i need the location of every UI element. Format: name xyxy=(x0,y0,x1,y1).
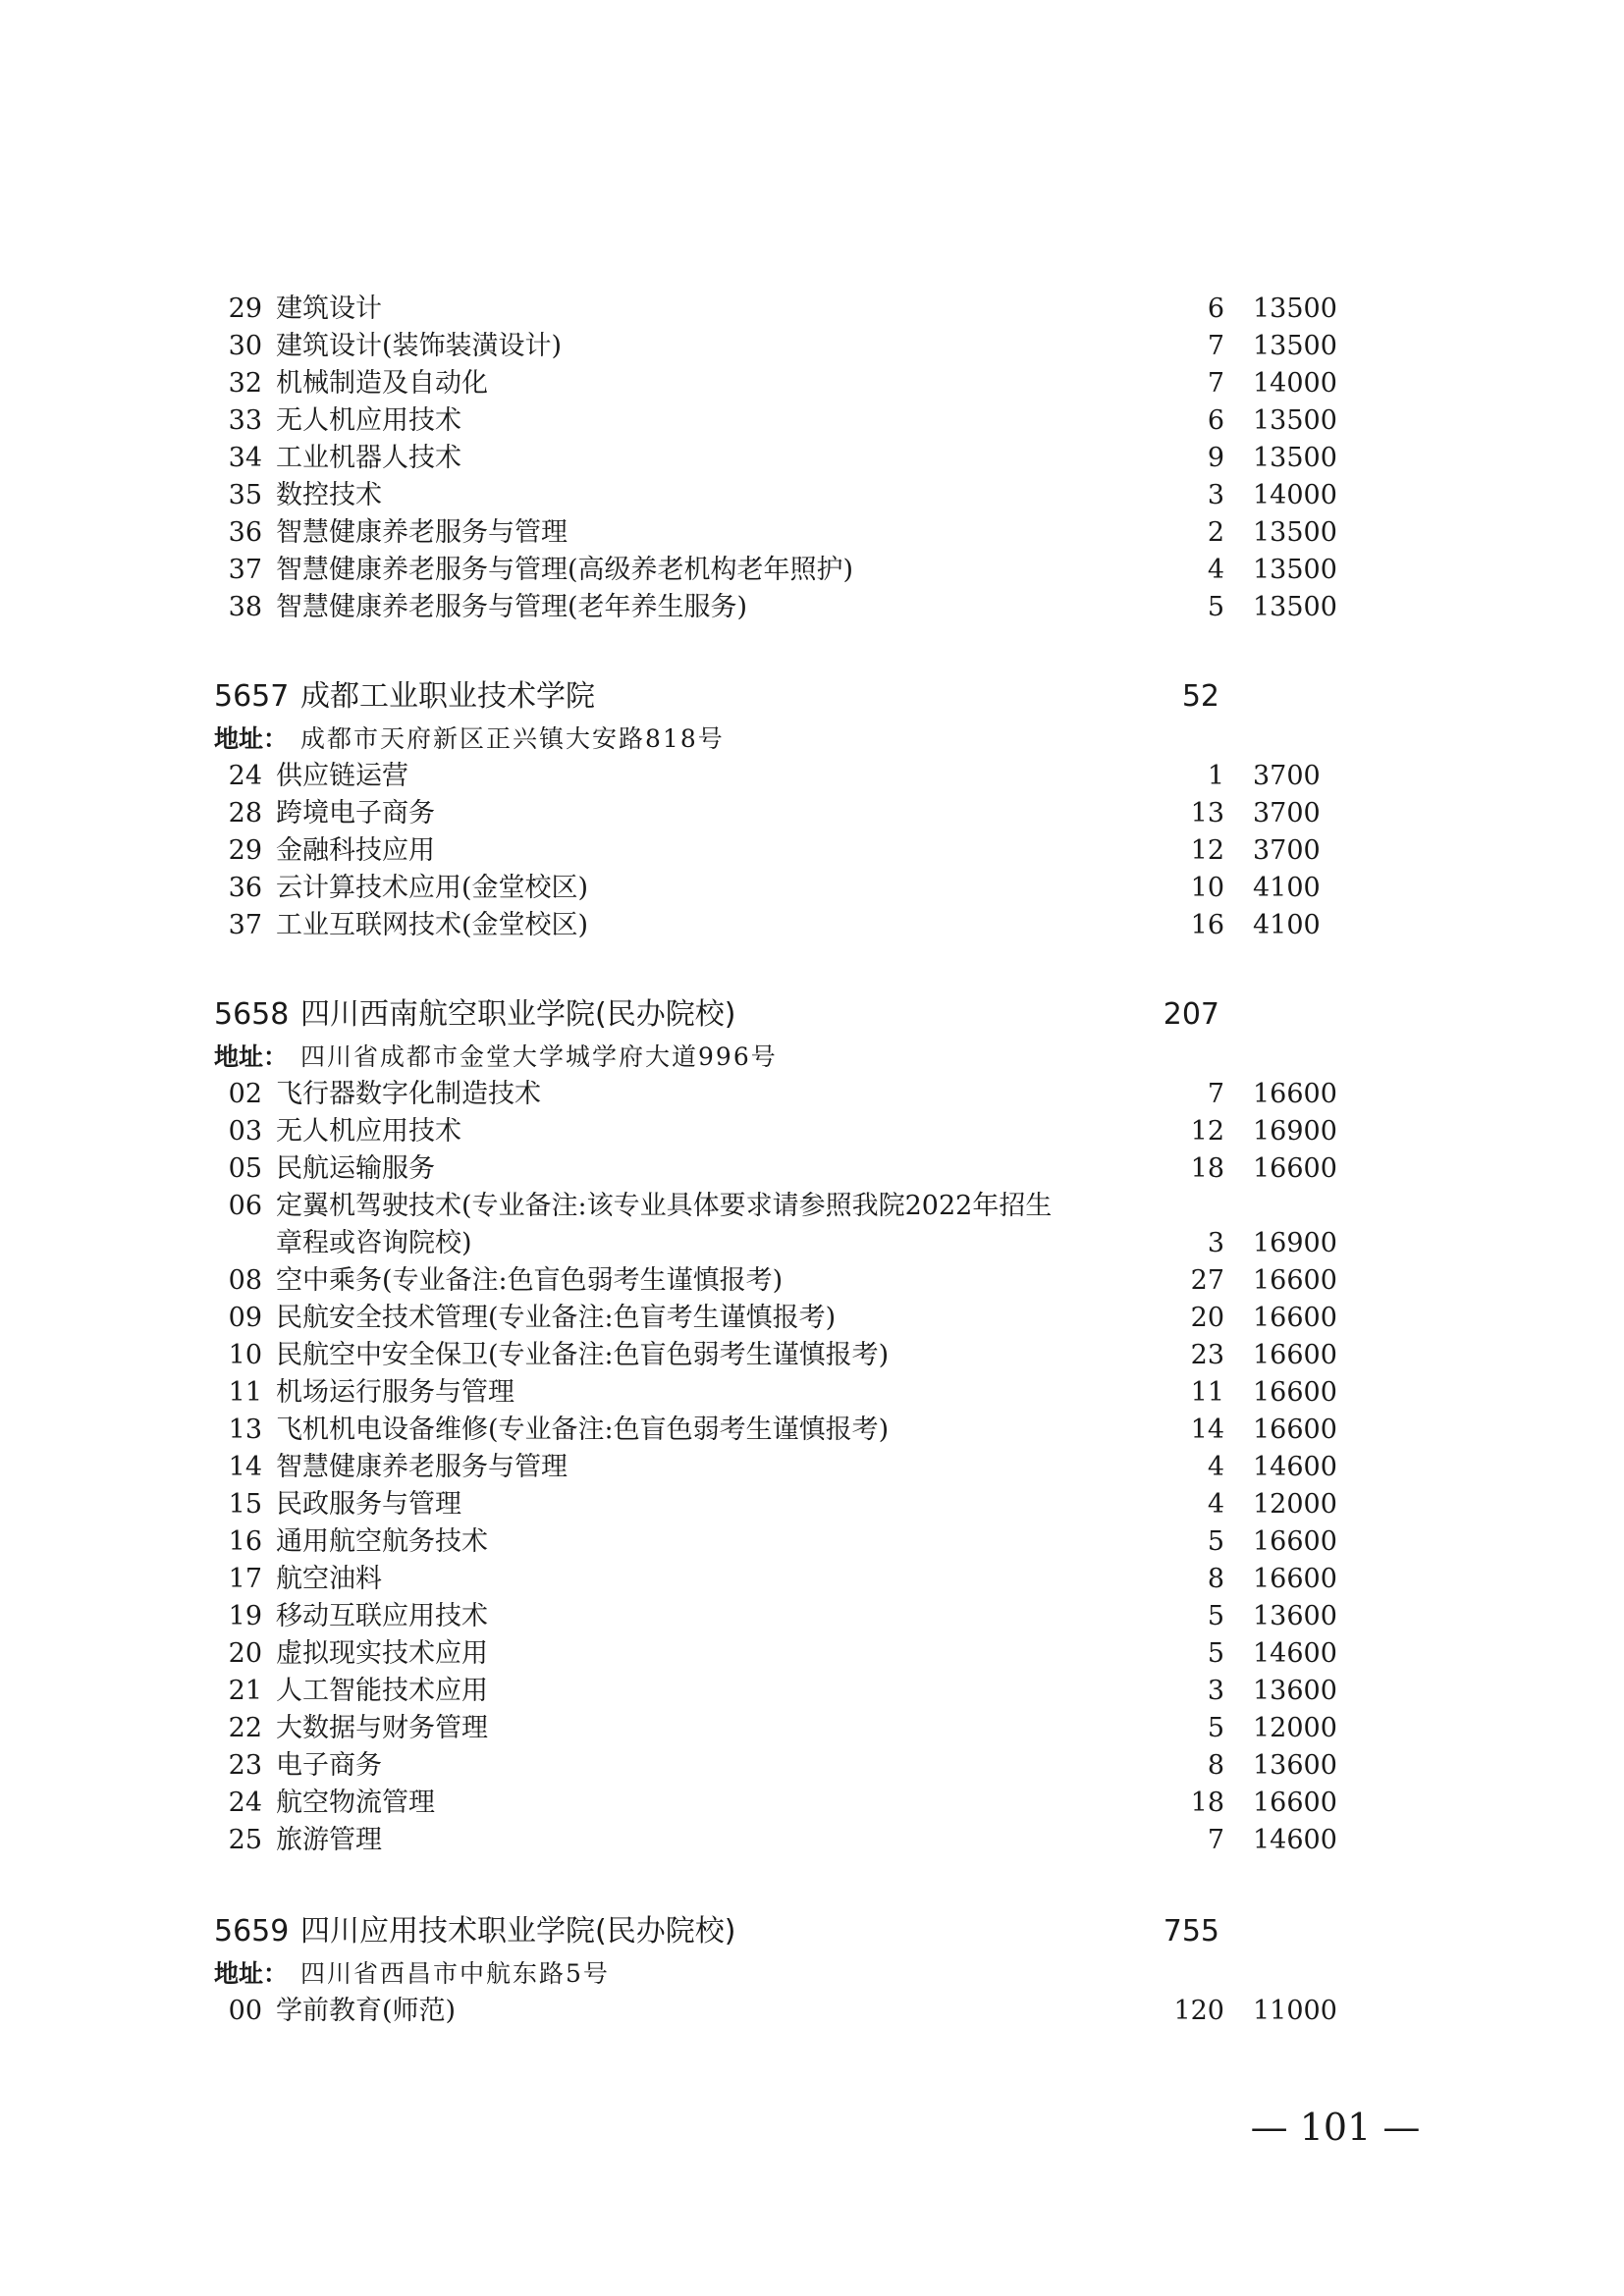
tuition-fee: 13500 xyxy=(1253,405,1337,436)
tuition-fee: 14600 xyxy=(1253,1638,1337,1669)
tuition-fee: 16600 xyxy=(1253,1153,1337,1184)
school-address xyxy=(0,1039,1624,1076)
enrollment-count: 13 xyxy=(1190,798,1224,828)
program-code: 32 xyxy=(228,368,262,399)
program-name: 飞机机电设备维修(专业备注:色盲色弱考生谨慎报考) xyxy=(276,1415,890,1445)
program-list-continued xyxy=(0,291,1624,626)
program-name: 供应链运营 xyxy=(276,761,408,791)
school-total: 52 xyxy=(1181,679,1219,714)
list-item xyxy=(0,402,1624,440)
list-item xyxy=(0,1993,1624,2030)
list-item xyxy=(0,589,1624,626)
list-item xyxy=(0,1150,1624,1188)
tuition-fee: 16600 xyxy=(1253,1564,1337,1594)
list-item xyxy=(0,758,1624,795)
program-name: 人工智能技术应用 xyxy=(276,1676,488,1706)
program-code: 09 xyxy=(228,1303,262,1333)
enrollment-count: 8 xyxy=(1207,1750,1224,1781)
list-item xyxy=(0,1598,1624,1635)
enrollment-count: 20 xyxy=(1190,1303,1224,1333)
program-code: 14 xyxy=(228,1452,262,1482)
list-item xyxy=(0,440,1624,477)
enrollment-count: 120 xyxy=(1173,1996,1224,2026)
list-item xyxy=(0,1747,1624,1785)
program-name: 工业机器人技术 xyxy=(276,443,461,473)
school-total: 755 xyxy=(1163,1914,1219,1949)
list-item xyxy=(0,1785,1624,1822)
page-number: — 101 — xyxy=(1250,2106,1421,2149)
program-name: 通用航空航务技术 xyxy=(276,1526,488,1557)
enrollment-count: 18 xyxy=(1190,1153,1224,1184)
school-name: 四川应用技术职业学院(民办院校) xyxy=(300,1914,736,1949)
program-code: 08 xyxy=(228,1265,262,1296)
program-code: 03 xyxy=(228,1116,262,1147)
enrollment-count: 6 xyxy=(1207,405,1224,436)
school-header xyxy=(0,673,1624,721)
list-item xyxy=(0,1076,1624,1113)
list-item xyxy=(0,1822,1624,1859)
tuition-fee: 13600 xyxy=(1253,1601,1337,1631)
tuition-fee: 14000 xyxy=(1253,480,1337,510)
school-section-5658 xyxy=(0,991,1624,1859)
school-address xyxy=(0,721,1624,758)
program-code: 02 xyxy=(228,1079,262,1109)
enrollment-count: 27 xyxy=(1190,1265,1224,1296)
program-code: 11 xyxy=(228,1377,262,1408)
enrollment-count: 7 xyxy=(1207,1079,1224,1109)
program-name: 智慧健康养老服务与管理(高级养老机构老年照护) xyxy=(276,555,854,585)
enrollment-count: 4 xyxy=(1207,1489,1224,1520)
program-code: 35 xyxy=(228,480,262,510)
school-section-5657 xyxy=(0,673,1624,944)
list-item xyxy=(0,1561,1624,1598)
school-header xyxy=(0,1908,1624,1955)
enrollment-count: 8 xyxy=(1207,1564,1224,1594)
enrollment-count: 12 xyxy=(1190,835,1224,866)
list-item xyxy=(0,1337,1624,1374)
program-name: 智慧健康养老服务与管理 xyxy=(276,517,568,548)
program-name: 民航运输服务 xyxy=(276,1153,435,1184)
tuition-fee: 14600 xyxy=(1253,1452,1337,1482)
tuition-fee: 13500 xyxy=(1253,443,1337,473)
program-code: 25 xyxy=(228,1825,262,1855)
tuition-fee: 3700 xyxy=(1253,835,1321,866)
address-text: 成都市天府新区正兴镇大安路818号 xyxy=(300,724,725,753)
program-name: 学前教育(师范) xyxy=(276,1996,457,2026)
program-code: 15 xyxy=(228,1489,262,1520)
list-item xyxy=(0,328,1624,365)
program-code: 10 xyxy=(228,1340,262,1370)
school-address xyxy=(0,1955,1624,1993)
list-item xyxy=(0,1635,1624,1673)
program-name: 无人机应用技术 xyxy=(276,1116,461,1147)
list-item xyxy=(0,1412,1624,1449)
enrollment-count: 16 xyxy=(1190,910,1224,940)
tuition-fee: 16900 xyxy=(1253,1228,1337,1258)
list-item xyxy=(0,1262,1624,1300)
program-code: 24 xyxy=(228,1788,262,1818)
list-item xyxy=(0,291,1624,328)
list-item xyxy=(0,832,1624,870)
program-code: 20 xyxy=(228,1638,262,1669)
address-label: 地址： xyxy=(214,1959,289,1988)
enrollment-count: 5 xyxy=(1207,592,1224,622)
program-code: 16 xyxy=(228,1526,262,1557)
tuition-fee: 16600 xyxy=(1253,1377,1337,1408)
program-code: 22 xyxy=(228,1713,262,1743)
tuition-fee: 16600 xyxy=(1253,1340,1337,1370)
school-section-5659 xyxy=(0,1908,1624,2030)
program-code: 34 xyxy=(228,443,262,473)
enrollment-count: 5 xyxy=(1207,1713,1224,1743)
program-name: 空中乘务(专业备注:色盲色弱考生谨慎报考) xyxy=(276,1265,784,1296)
program-code: 36 xyxy=(228,873,262,903)
address-label: 地址： xyxy=(214,724,289,753)
school-name: 成都工业职业技术学院 xyxy=(300,679,595,714)
enrollment-count: 7 xyxy=(1207,331,1224,361)
tuition-fee: 14000 xyxy=(1253,368,1337,399)
enrollment-count: 5 xyxy=(1207,1526,1224,1557)
program-name: 云计算技术应用(金堂校区) xyxy=(276,873,589,903)
enrollment-count: 7 xyxy=(1207,368,1224,399)
enrollment-count: 4 xyxy=(1207,555,1224,585)
program-name: 工业互联网技术(金堂校区) xyxy=(276,910,589,940)
program-code: 38 xyxy=(228,592,262,622)
tuition-fee: 16600 xyxy=(1253,1415,1337,1445)
program-code: 33 xyxy=(228,405,262,436)
program-name: 民政服务与管理 xyxy=(276,1489,461,1520)
program-name: 机械制造及自动化 xyxy=(276,368,488,399)
program-name: 旅游管理 xyxy=(276,1825,382,1855)
list-item xyxy=(0,1188,1624,1262)
tuition-fee: 13500 xyxy=(1253,331,1337,361)
enrollment-count: 3 xyxy=(1207,1676,1224,1706)
tuition-fee: 16600 xyxy=(1253,1788,1337,1818)
enrollment-count: 3 xyxy=(1207,480,1224,510)
tuition-fee: 13500 xyxy=(1253,294,1337,324)
enrollment-count: 6 xyxy=(1207,294,1224,324)
address-label: 地址： xyxy=(214,1042,289,1071)
program-code: 00 xyxy=(228,1996,262,2026)
program-name: 智慧健康养老服务与管理 xyxy=(276,1452,568,1482)
list-item xyxy=(0,1486,1624,1523)
program-name: 民航安全技术管理(专业备注:色盲考生谨慎报考) xyxy=(276,1303,837,1333)
tuition-fee: 16600 xyxy=(1253,1265,1337,1296)
tuition-fee: 16900 xyxy=(1253,1116,1337,1147)
enrollment-count: 5 xyxy=(1207,1638,1224,1669)
list-item xyxy=(0,795,1624,832)
tuition-fee: 13500 xyxy=(1253,517,1337,548)
program-name: 无人机应用技术 xyxy=(276,405,461,436)
program-name: 移动互联应用技术 xyxy=(276,1601,488,1631)
tuition-fee: 3700 xyxy=(1253,798,1321,828)
enrollment-count: 2 xyxy=(1207,517,1224,548)
list-item xyxy=(0,1374,1624,1412)
program-code: 29 xyxy=(228,835,262,866)
school-code: 5658 xyxy=(214,997,290,1032)
program-code: 29 xyxy=(228,294,262,324)
tuition-fee: 16600 xyxy=(1253,1303,1337,1333)
program-name: 大数据与财务管理 xyxy=(276,1713,488,1743)
program-code: 37 xyxy=(228,910,262,940)
list-item xyxy=(0,514,1624,552)
enrollment-count: 12 xyxy=(1190,1116,1224,1147)
program-name: 飞行器数字化制造技术 xyxy=(276,1079,541,1109)
list-item xyxy=(0,477,1624,514)
list-item xyxy=(0,365,1624,402)
program-name: 航空油料 xyxy=(276,1564,382,1594)
tuition-fee: 3700 xyxy=(1253,761,1321,791)
tuition-fee: 13600 xyxy=(1253,1750,1337,1781)
program-name: 建筑设计(装饰装潢设计) xyxy=(276,331,563,361)
address-text: 四川省成都市金堂大学城学府大道996号 xyxy=(300,1042,778,1071)
enrollment-count: 1 xyxy=(1207,761,1224,791)
enrollment-count: 4 xyxy=(1207,1452,1224,1482)
list-item xyxy=(0,870,1624,907)
enrollment-count: 5 xyxy=(1207,1601,1224,1631)
enrollment-count: 10 xyxy=(1190,873,1224,903)
enrollment-count: 3 xyxy=(1207,1228,1224,1258)
school-name: 四川西南航空职业学院(民办院校) xyxy=(300,997,736,1032)
program-code: 24 xyxy=(228,761,262,791)
program-code: 30 xyxy=(228,331,262,361)
tuition-fee: 12000 xyxy=(1253,1713,1337,1743)
enrollment-count: 14 xyxy=(1190,1415,1224,1445)
tuition-fee: 11000 xyxy=(1253,1996,1337,2026)
enrollment-count: 23 xyxy=(1190,1340,1224,1370)
program-code: 17 xyxy=(228,1564,262,1594)
tuition-fee: 4100 xyxy=(1253,910,1321,940)
tuition-fee: 13600 xyxy=(1253,1676,1337,1706)
list-item xyxy=(0,1673,1624,1710)
program-code: 05 xyxy=(228,1153,262,1184)
program-code: 21 xyxy=(228,1676,262,1706)
address-text: 四川省西昌市中航东路5号 xyxy=(300,1959,610,1988)
list-item xyxy=(0,1710,1624,1747)
program-name: 数控技术 xyxy=(276,480,382,510)
enrollment-count: 18 xyxy=(1190,1788,1224,1818)
tuition-fee: 16600 xyxy=(1253,1526,1337,1557)
enrollment-count: 11 xyxy=(1190,1377,1224,1408)
tuition-fee: 4100 xyxy=(1253,873,1321,903)
enrollment-count: 7 xyxy=(1207,1825,1224,1855)
school-code: 5659 xyxy=(214,1914,290,1949)
program-name: 建筑设计 xyxy=(276,294,382,324)
program-name: 电子商务 xyxy=(276,1750,382,1781)
school-header xyxy=(0,991,1624,1039)
program-code: 06 xyxy=(228,1191,262,1221)
enrollment-count: 9 xyxy=(1207,443,1224,473)
tuition-fee: 16600 xyxy=(1253,1079,1337,1109)
program-code: 36 xyxy=(228,517,262,548)
tuition-fee: 14600 xyxy=(1253,1825,1337,1855)
program-code: 23 xyxy=(228,1750,262,1781)
program-name: 定翼机驾驶技术(专业备注:该专业具体要求请参照我院2022年招生 章程或咨询院校) xyxy=(276,1191,1053,1258)
program-name: 智慧健康养老服务与管理(老年养生服务) xyxy=(276,592,748,622)
program-name: 虚拟现实技术应用 xyxy=(276,1638,488,1669)
school-code: 5657 xyxy=(214,679,290,714)
program-code: 37 xyxy=(228,555,262,585)
list-item xyxy=(0,907,1624,944)
program-name: 跨境电子商务 xyxy=(276,798,435,828)
program-code: 19 xyxy=(228,1601,262,1631)
program-code: 28 xyxy=(228,798,262,828)
tuition-fee: 13500 xyxy=(1253,555,1337,585)
tuition-fee: 12000 xyxy=(1253,1489,1337,1520)
program-name: 民航空中安全保卫(专业备注:色盲色弱考生谨慎报考) xyxy=(276,1340,890,1370)
tuition-fee: 13500 xyxy=(1253,592,1337,622)
program-name: 航空物流管理 xyxy=(276,1788,435,1818)
program-name: 金融科技应用 xyxy=(276,835,435,866)
program-name: 机场运行服务与管理 xyxy=(276,1377,514,1408)
school-total: 207 xyxy=(1163,997,1219,1032)
list-item xyxy=(0,1300,1624,1337)
list-item xyxy=(0,1449,1624,1486)
list-item xyxy=(0,1113,1624,1150)
program-code: 13 xyxy=(228,1415,262,1445)
list-item xyxy=(0,552,1624,589)
list-item xyxy=(0,1523,1624,1561)
